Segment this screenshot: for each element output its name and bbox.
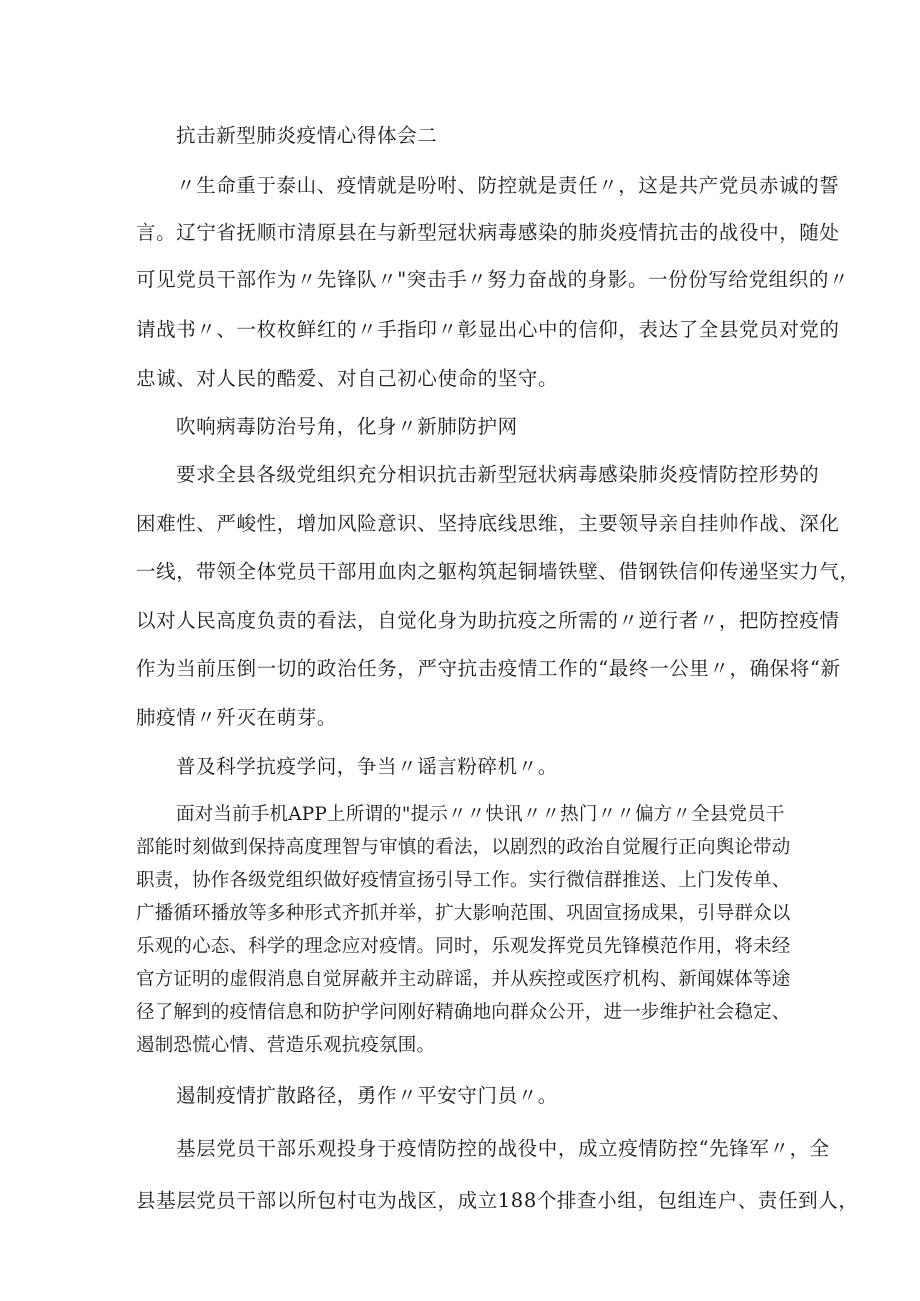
- paragraph-2-line-6: 肺疫情〃歼灭在萌芽。: [136, 706, 338, 729]
- paragraph-3-line-2: 部能时刻做到保持高度理智与审慎的看法，以剧烈的政治自觉履行正向舆论带动: [136, 837, 791, 858]
- paragraph-2-line-2: 困难性、严峻性，增加风险意识、坚持底线思维，主要领导亲自挂帅作战、深化: [136, 512, 840, 535]
- paragraph-3-line-6: 官方证明的虚假消息自觉屏蔽并主动辟谣，并从疾控或医疗机构、新闻媒体等途: [136, 969, 791, 990]
- paragraph-1-line-2: 言。辽宁省抚顺市清原县在与新型冠状病毒感染的肺炎疫情抗击的战役中，随处: [136, 221, 840, 244]
- section-heading-1: 吹响病毒防治号角，化身〃新肺防护网: [176, 415, 518, 438]
- paragraph-1-line-1: 〃生命重于泰山、疫情就是吩咐、防控就是责任〃，这是共产党员赤诚的誓: [176, 174, 840, 197]
- paragraph-4-line-1: 基层党员干部乐观投身于疫情防控的战役中，成立疫情防控“先锋军〃，全: [176, 1137, 830, 1160]
- paragraph-3-line-4: 广播循环播放等多种形式齐抓并举，扩大影响范围、巩固宣扬成果，引导群众以: [136, 903, 791, 924]
- paragraph-2-line-3: 一线，带领全体党员干部用血肉之躯构筑起铜墙铁壁、借钢铁信仰传递坚实力气，: [136, 560, 860, 583]
- paragraph-2-line-5: 作为当前压倒一切的政治任务，严守抗击疫情工作的“最终一公里〃，确保将“新: [136, 657, 841, 680]
- paragraph-2-line-4: 以对人民高度负责的看法，自觉化身为助抗疫之所需的〃逆行者〃，把防控疫情: [136, 609, 840, 632]
- paragraph-4-line-2: 县基层党员干部以所包村屯为战区，成立188个排查小组，包组连户、责任到人，: [136, 1189, 859, 1212]
- paragraph-3-line-8: 遏制恐慌心情、营造乐观抗疫氛围。: [136, 1035, 436, 1056]
- paragraph-1-line-3: 可见党员干部作为〃先锋队〃"突击手〃努力奋战的身影。一份份写给党组织的〃: [136, 268, 850, 291]
- paragraph-1-line-4: 请战书〃、一枚枚鲜红的〃手指印〃彰显出心中的信仰，表达了全县党员对党的: [136, 318, 840, 341]
- paragraph-2-line-1: 要求全县各级党组织充分相识抗击新型冠状病毒感染肺炎疫情防控形势的: [176, 463, 820, 486]
- paragraph-3-line-5: 乐观的心态、科学的理念应对疫情。同时，乐观发挥党员先锋模范作用，将未经: [136, 936, 791, 957]
- paragraph-3-line-7: 径了解到的疫情信息和防护学问刚好精确地向群众公开，进一步维护社会稳定、: [136, 1002, 791, 1023]
- paragraph-3-line-1: 面对当前手机APP上所谓的"提示〃〃快讯〃〃热门〃〃偏方〃全县党员干: [176, 804, 785, 825]
- section-heading-2: 普及科学抗疫学问，争当〃谣言粉碎机〃。: [176, 755, 558, 778]
- paragraph-3-line-3: 职责，协作各级党组织做好疫情宣扬引导工作。实行微信群推送、上门发传单、: [136, 870, 791, 891]
- paragraph-1-line-5: 忠诚、对人民的酷爱、对自己初心使命的坚守。: [136, 367, 559, 390]
- document-title: 抗击新型肺炎疫情心得体会二: [176, 124, 438, 147]
- section-heading-3: 遏制疫情扩散路径，勇作〃平安守门员〃。: [176, 1084, 558, 1107]
